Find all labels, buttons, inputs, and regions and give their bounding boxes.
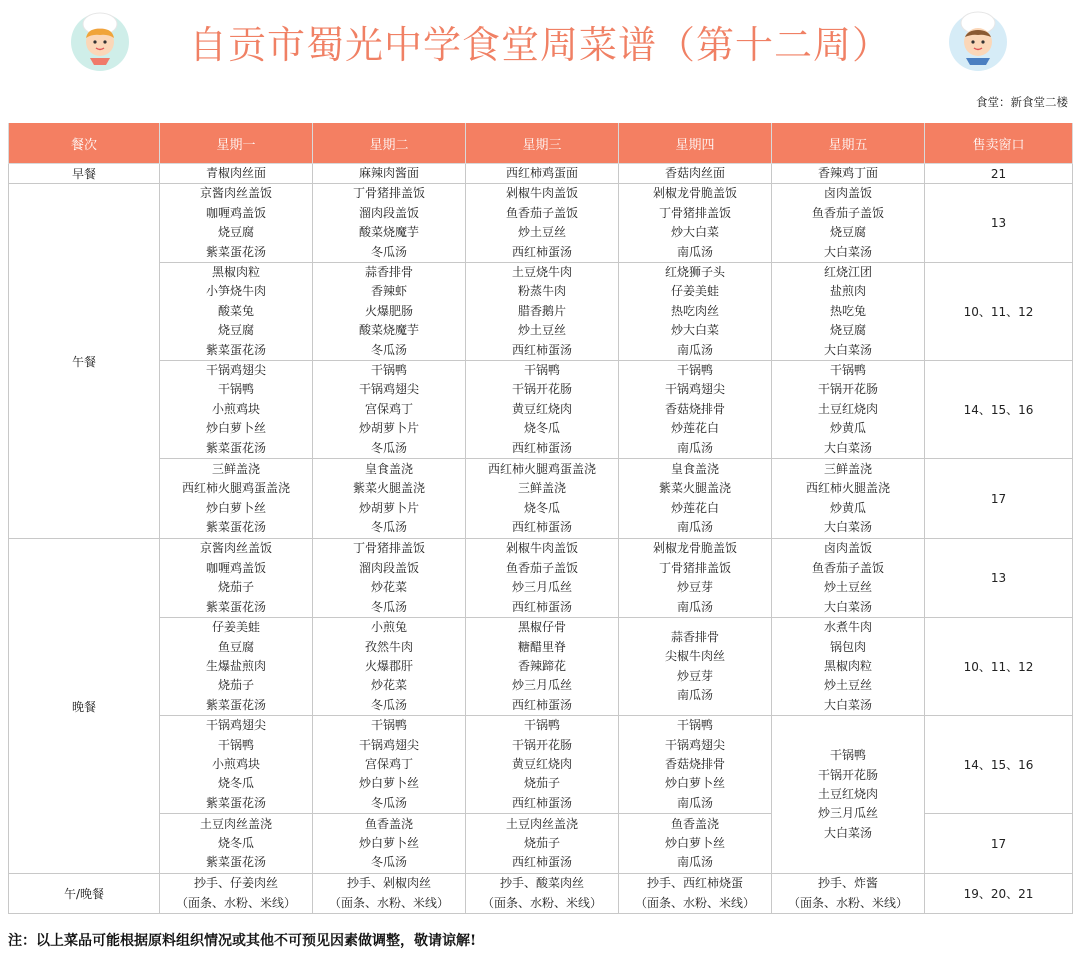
dish-item: 小煎鸡块 [211, 756, 260, 771]
dish-item: 南瓜汤 [676, 342, 713, 357]
dish-item: 土豆肉丝盖浇 [199, 816, 272, 831]
dish-item: 烧豆腐 [829, 323, 866, 338]
dish-item: 炒白萝卜丝 [358, 835, 419, 850]
dish-item: 香菇肉丝面 [664, 166, 725, 180]
dish-cell-tuesday [313, 716, 466, 814]
dish-cell-tuesday [313, 184, 466, 263]
dish-cell-friday [772, 874, 925, 914]
dish-item: 干锅开花肠 [511, 737, 572, 752]
meal-label: 晚餐 [9, 539, 160, 874]
dish-cell-wednesday [466, 539, 619, 618]
dish-item: 干锅开花肠 [511, 382, 572, 397]
dish-item: 酸菜烧魔芋 [358, 225, 419, 240]
dish-item: （面条、水粉、米线） [787, 895, 908, 910]
dish-item: 三鲜盖浇 [211, 461, 260, 476]
dish-item: 干锅鸡翅尖 [358, 382, 419, 397]
meal-label: 午/晚餐 [9, 874, 160, 914]
dish-item: 紫菜蛋花汤 [205, 440, 266, 455]
dish-item: 黑椒肉粒 [823, 658, 872, 673]
dish-item: 鱼香盖浇 [670, 816, 719, 831]
dish-item: 干锅鸭 [217, 382, 254, 397]
header-tuesday: 星期二 [313, 123, 466, 164]
dish-item: 水煮牛肉 [823, 620, 872, 635]
dish-cell-wednesday [466, 361, 619, 459]
dish-item: 抄手、炸酱 [817, 876, 878, 891]
dish-cell-thursday [619, 459, 772, 539]
dish-item: 溜肉段盖饭 [358, 205, 419, 220]
dish-item: 干锅鸡翅尖 [205, 363, 266, 378]
dish-item: 黑椒仔骨 [517, 620, 566, 635]
window-cell: 13 [925, 184, 1073, 263]
dish-item: 咖喱鸡盖饭 [205, 205, 266, 220]
page-title: 自贡市蜀光中学食堂周菜谱（第十二周） [188, 23, 891, 67]
dish-item: 炒土豆丝 [823, 580, 872, 595]
dish-item: 香辣虾 [370, 284, 407, 299]
dish-cell-tuesday [313, 814, 466, 874]
dish-item: 炒大白菜 [670, 225, 719, 240]
dish-item: 糖醋里脊 [517, 639, 566, 654]
dish-cell-wednesday [466, 814, 619, 874]
dish-item: 紫菜蛋花汤 [205, 599, 266, 614]
window-cell: 19、20、21 [925, 874, 1073, 914]
dish-item: 南瓜汤 [676, 244, 713, 259]
header-window: 售卖窗口 [925, 123, 1073, 164]
dish-item: 西红柿蛋汤 [511, 520, 572, 534]
dish-item: 干锅开花肠 [817, 767, 878, 782]
dish-item: 三鲜盖浇 [823, 461, 872, 476]
dish-item: 大白菜汤 [823, 342, 872, 357]
dish-item: 炒白萝卜丝 [664, 835, 725, 850]
dish-item: 干锅鸭 [676, 363, 713, 378]
dish-item: 南瓜汤 [676, 688, 713, 703]
header [0, 0, 1080, 90]
dish-cell-friday [772, 539, 925, 618]
dish-item: 冬瓜汤 [370, 342, 407, 357]
dish-item: 烧冬瓜 [523, 500, 560, 515]
dish-item: 西红柿蛋汤 [511, 697, 572, 712]
dish-item: 烧冬瓜 [217, 835, 254, 850]
window-cell: 17 [925, 814, 1073, 874]
dish-item: 干锅鸭 [217, 737, 254, 752]
dish-item: 冬瓜汤 [370, 440, 407, 455]
canteen-location: 食堂：新食堂二楼 [976, 95, 1068, 109]
dish-cell-thursday [619, 164, 772, 184]
dish-item: 鱼香茄子盖饭 [811, 205, 884, 220]
dish-item: 紫菜蛋花汤 [205, 520, 266, 534]
dish-item: 尖椒牛肉丝 [664, 649, 725, 664]
dish-item: 炒莲花白 [670, 500, 719, 515]
dish-item: 生爆盐煎肉 [205, 658, 266, 673]
header-wednesday: 星期三 [466, 123, 619, 164]
dish-item: 大白菜汤 [823, 697, 872, 712]
table-row [9, 618, 1073, 716]
dish-item: 丁骨猪排盖饭 [658, 205, 731, 220]
header-meal: 餐次 [9, 123, 160, 164]
dish-item: 烧豆腐 [829, 225, 866, 240]
dish-item: 西红柿蛋汤 [511, 440, 572, 455]
dish-item: 烧豆腐 [217, 323, 254, 338]
header-row [9, 123, 1073, 164]
dish-item: 西红柿蛋汤 [511, 342, 572, 357]
dish-item: 干锅鸡翅尖 [358, 737, 419, 752]
dish-item: 麻辣肉酱面 [358, 166, 419, 180]
dish-item: 西红柿蛋汤 [511, 795, 572, 810]
dish-cell-monday [160, 814, 313, 874]
dish-item: 炒白萝卜丝 [664, 776, 725, 791]
dish-item: 西红柿鸡蛋面 [505, 166, 578, 180]
dish-item: 紫菜火腿盖浇 [352, 481, 425, 496]
dish-item: 京酱肉丝盖饭 [199, 186, 272, 201]
dish-cell-thursday [619, 618, 772, 716]
dish-item: 西红柿火腿盖浇 [805, 481, 890, 496]
footnote: 注：以上菜品可能根据原料组织情况或其他不可预见因素做调整，敬请谅解! [8, 933, 477, 949]
dish-item: 火爆肥肠 [364, 303, 413, 318]
dish-item: 干锅开花肠 [817, 382, 878, 397]
window-cell: 17 [925, 459, 1073, 539]
dish-item: 酸菜兔 [217, 303, 254, 318]
dish-cell-thursday [619, 539, 772, 618]
dish-item: 紫菜蛋花汤 [205, 342, 266, 357]
dish-item: 鱼香茄子盖饭 [505, 205, 578, 220]
dish-item: （面条、水粉、米线） [175, 895, 296, 910]
dish-cell-monday [160, 164, 313, 184]
dish-cell-friday [772, 618, 925, 716]
dish-item: 鱼香盖浇 [364, 816, 413, 831]
dish-cell-monday [160, 539, 313, 618]
dish-item: 烧冬瓜 [217, 776, 254, 791]
dish-item: 炒三月瓜丝 [511, 678, 572, 693]
dish-item: 仔姜美蛙 [211, 620, 260, 635]
dish-item: 热吃肉丝 [670, 303, 719, 318]
dish-cell-tuesday [313, 874, 466, 914]
dish-item: 炒大白菜 [670, 323, 719, 338]
meal-label: 早餐 [9, 164, 160, 184]
dish-item: 干锅鸡翅尖 [664, 382, 725, 397]
dish-item: 鱼豆腐 [217, 639, 254, 654]
dish-item: 炒豆芽 [676, 580, 713, 595]
dish-item: 香菇烧排骨 [664, 756, 725, 771]
dish-item: 黑椒肉粒 [211, 265, 260, 280]
dish-item: 卤肉盖饭 [823, 186, 872, 201]
dish-item: 炒花菜 [370, 678, 407, 693]
header-monday: 星期一 [160, 123, 313, 164]
dish-item: 鱼香茄子盖饭 [505, 560, 578, 575]
table-row [9, 459, 1073, 539]
dish-item: 宫保鸡丁 [364, 756, 413, 771]
dish-item: 抄手、仔姜肉丝 [193, 876, 278, 891]
dish-item: 干锅鸭 [829, 748, 866, 763]
dish-item: 盐煎肉 [829, 284, 866, 299]
dish-item: 腊香鹅片 [517, 303, 566, 318]
dish-item: 土豆红烧肉 [817, 786, 878, 801]
dish-item: 冬瓜汤 [370, 244, 407, 259]
dish-cell-friday [772, 459, 925, 539]
dish-item: 大白菜汤 [823, 440, 872, 455]
dish-item: 炒黄瓜 [829, 421, 866, 436]
dish-item: 烧茄子 [217, 580, 254, 595]
dish-cell-tuesday [313, 263, 466, 361]
dish-item: 炒胡萝卜片 [358, 500, 419, 515]
window-cell: 10、11、12 [925, 263, 1073, 361]
dish-item: 炒土豆丝 [517, 225, 566, 240]
table-row [9, 539, 1073, 618]
dish-item: 炒黄瓜 [829, 500, 866, 515]
dish-item: 土豆红烧肉 [817, 401, 878, 416]
dish-item: 南瓜汤 [676, 520, 713, 534]
dish-cell-thursday [619, 263, 772, 361]
dish-item: 卤肉盖饭 [823, 541, 872, 556]
dish-cell-tuesday [313, 618, 466, 716]
dish-item: 西红柿火腿鸡蛋盖浇 [487, 461, 596, 476]
dish-item: 干锅鸡翅尖 [205, 718, 266, 733]
dish-cell-friday [772, 361, 925, 459]
window-cell: 14、15、16 [925, 716, 1073, 814]
dish-item: 冬瓜汤 [370, 795, 407, 810]
dish-item: 香辣蹄花 [517, 658, 566, 673]
dish-item: 西红柿蛋汤 [511, 855, 572, 870]
dish-item: 红烧狮子头 [664, 265, 725, 280]
dish-item: 宫保鸡丁 [364, 401, 413, 416]
dish-item: 炒花菜 [370, 580, 407, 595]
dish-item: 紫菜蛋花汤 [205, 795, 266, 810]
dish-item: 炒白萝卜丝 [358, 776, 419, 791]
dish-item: （面条、水粉、米线） [634, 895, 755, 910]
dish-item: 炒胡萝卜片 [358, 421, 419, 436]
dish-cell-thursday [619, 814, 772, 874]
dish-item: 大白菜汤 [823, 520, 872, 534]
dish-cell-tuesday [313, 361, 466, 459]
table-row [9, 361, 1073, 459]
dish-item: 大白菜汤 [823, 244, 872, 259]
dish-cell-tuesday [313, 539, 466, 618]
dish-cell-thursday [619, 716, 772, 814]
dish-item: 炒白萝卜丝 [205, 500, 266, 515]
dish-item: 青椒肉丝面 [205, 166, 266, 180]
dish-item: 干锅鸭 [829, 363, 866, 378]
dish-item: 小煎兔 [370, 620, 407, 635]
dish-item: 京酱肉丝盖饭 [199, 541, 272, 556]
dish-item: 香辣鸡丁面 [817, 166, 878, 180]
dish-item: 南瓜汤 [676, 599, 713, 614]
dish-cell-monday [160, 459, 313, 539]
dish-cell-thursday [619, 184, 772, 263]
dish-item: 丁骨猪排盖饭 [352, 186, 425, 201]
dish-cell-monday [160, 184, 313, 263]
dish-item: 西红柿火腿鸡蛋盖浇 [181, 481, 290, 496]
dish-item: 锅包肉 [829, 639, 866, 654]
dish-item: 三鲜盖浇 [517, 481, 566, 496]
dish-cell-friday [772, 164, 925, 184]
dish-item: 剁椒龙骨脆盖饭 [652, 186, 737, 201]
weekly-menu-table [8, 123, 1073, 914]
dish-item: 炒三月瓜丝 [817, 806, 878, 821]
window-cell: 21 [925, 164, 1073, 184]
dish-cell-monday [160, 361, 313, 459]
dish-item: 小煎鸡块 [211, 401, 260, 416]
dish-item: 抄手、酸菜肉丝 [499, 876, 584, 891]
dish-item: 干锅鸭 [523, 718, 560, 733]
dish-cell-friday [772, 263, 925, 361]
dish-item: 蒜香排骨 [670, 629, 719, 644]
dish-cell-wednesday [466, 184, 619, 263]
dish-item: 干锅鸭 [370, 363, 407, 378]
dish-item: 皇食盖浇 [670, 461, 719, 476]
window-cell: 10、11、12 [925, 618, 1073, 716]
dish-item: 抄手、剁椒肉丝 [346, 876, 431, 891]
dish-item: 鱼香茄子盖饭 [811, 560, 884, 575]
dish-item: 丁骨猪排盖饭 [658, 560, 731, 575]
dish-item: 咖喱鸡盖饭 [205, 560, 266, 575]
dish-item: 干锅鸭 [370, 718, 407, 733]
table-row [9, 874, 1073, 914]
dish-cell-wednesday [466, 164, 619, 184]
dish-item: 火爆郡肝 [364, 658, 413, 673]
dish-item: 仔姜美蛙 [670, 284, 719, 299]
dish-item: 炒豆芽 [676, 668, 713, 683]
dish-item: 剁椒牛肉盖饭 [505, 186, 578, 201]
dish-item: 剁椒龙骨脆盖饭 [652, 541, 737, 556]
dish-cell-wednesday [466, 874, 619, 914]
dish-item: 冬瓜汤 [370, 520, 407, 534]
dish-item: 烧茄子 [217, 678, 254, 693]
dish-item: （面条、水粉、米线） [328, 895, 449, 910]
table-row [9, 716, 1073, 814]
dish-item: 土豆肉丝盖浇 [505, 816, 578, 831]
dish-cell-monday [160, 874, 313, 914]
dish-item: 皇食盖浇 [364, 461, 413, 476]
dish-cell-wednesday [466, 459, 619, 539]
dish-cell-tuesday [313, 164, 466, 184]
dish-item: 炒白萝卜丝 [205, 421, 266, 436]
dish-item: 干锅鸡翅尖 [664, 737, 725, 752]
dish-item: 南瓜汤 [676, 440, 713, 455]
dish-cell-wednesday [466, 716, 619, 814]
dish-item: 土豆烧牛肉 [511, 265, 572, 280]
dish-item: 大白菜汤 [823, 599, 872, 614]
dish-cell-friday [772, 184, 925, 263]
dish-item: 烧茄子 [523, 835, 560, 850]
dish-item: 冬瓜汤 [370, 599, 407, 614]
dish-cell-thursday [619, 874, 772, 914]
header-friday: 星期五 [772, 123, 925, 164]
dish-cell-thursday [619, 361, 772, 459]
dish-item: 蒜香排骨 [364, 265, 413, 280]
dish-cell-wednesday [466, 618, 619, 716]
table-row [9, 263, 1073, 361]
dish-item: 孜然牛肉 [364, 639, 413, 654]
dish-item: 抄手、西红柿烧蛋 [646, 876, 743, 891]
dish-item: 剁椒牛肉盖饭 [505, 541, 578, 556]
dish-item: 小笋烧牛肉 [205, 284, 266, 299]
dish-item: 红烧江团 [823, 265, 872, 280]
dish-item: 黄豆红烧肉 [511, 401, 572, 416]
dish-item: 紫菜蛋花汤 [205, 855, 266, 870]
dish-cell-tuesday [313, 459, 466, 539]
dish-item: 西红柿蛋汤 [511, 244, 572, 259]
dish-item: 冬瓜汤 [370, 855, 407, 870]
table-row [9, 164, 1073, 184]
dish-item: 紫菜蛋花汤 [205, 244, 266, 259]
header-thursday: 星期四 [619, 123, 772, 164]
dish-item: 干锅鸭 [676, 718, 713, 733]
table-row [9, 184, 1073, 263]
dish-cell-wednesday [466, 263, 619, 361]
dish-item: （面条、水粉、米线） [481, 895, 602, 910]
dish-item: 南瓜汤 [676, 795, 713, 810]
dish-item: 酸菜烧魔芋 [358, 323, 419, 338]
dish-item: 紫菜蛋花汤 [205, 697, 266, 712]
dish-item: 干锅鸭 [523, 363, 560, 378]
dish-item: 丁骨猪排盖饭 [352, 541, 425, 556]
chef-boy-icon [946, 8, 1010, 72]
dish-item: 炒土豆丝 [517, 323, 566, 338]
dish-item: 香菇烧排骨 [664, 401, 725, 416]
chef-girl-icon [68, 8, 132, 72]
dish-item: 南瓜汤 [676, 855, 713, 870]
dish-cell-monday [160, 716, 313, 814]
dish-item: 炒三月瓜丝 [511, 580, 572, 595]
dish-item: 烧茄子 [523, 776, 560, 791]
dish-item: 西红柿蛋汤 [511, 599, 572, 614]
dish-cell-monday [160, 618, 313, 716]
dish-cell-monday [160, 263, 313, 361]
dish-item: 烧冬瓜 [523, 421, 560, 436]
window-cell: 13 [925, 539, 1073, 618]
dish-cell-friday [772, 716, 925, 874]
dish-item: 粉蒸牛肉 [517, 284, 566, 299]
meal-label: 午餐 [9, 184, 160, 539]
dish-item: 大白菜汤 [823, 825, 872, 840]
dish-item: 紫菜火腿盖浇 [658, 481, 731, 496]
dish-item: 冬瓜汤 [370, 697, 407, 712]
dish-item: 热吃兔 [829, 303, 866, 318]
dish-item: 烧豆腐 [217, 225, 254, 240]
dish-item: 黄豆红烧肉 [511, 756, 572, 771]
window-cell: 14、15、16 [925, 361, 1073, 459]
dish-item: 溜肉段盖饭 [358, 560, 419, 575]
dish-item: 炒土豆丝 [823, 678, 872, 693]
dish-item: 炒莲花白 [670, 421, 719, 436]
